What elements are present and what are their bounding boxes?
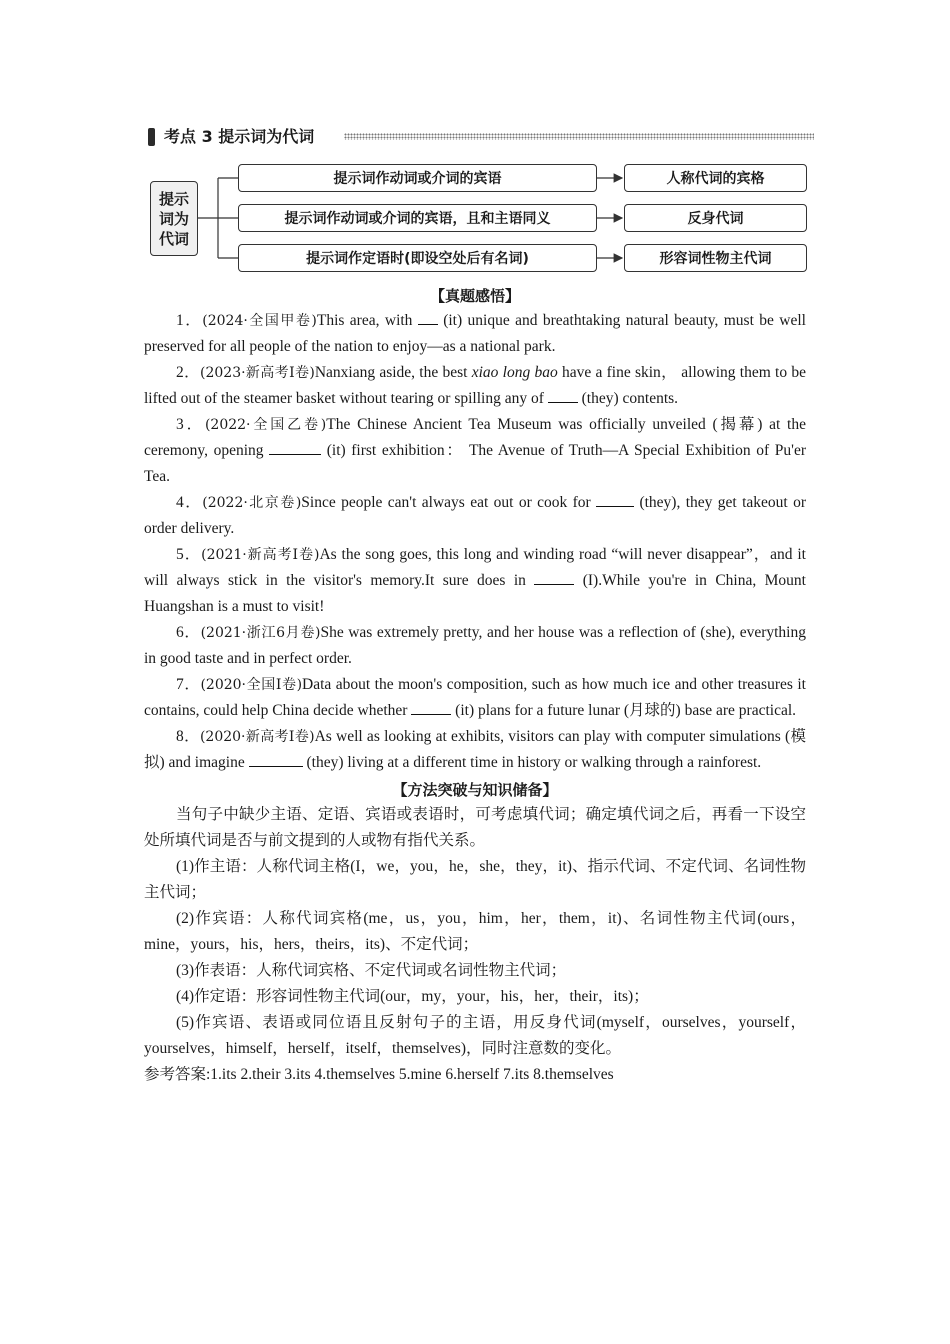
heading-methods: 【方法突破与知识储备】 bbox=[392, 781, 558, 799]
result-box-2: 反身代词 bbox=[624, 204, 807, 232]
question-7: 7．(2020·全国Ⅰ卷)Data about the moon's composition, such as how much ice and other treasures it contains, could help China decide whether (it) plans for a future lunar (月球的) base are practical. bbox=[144, 676, 806, 719]
condition-box-3: 提示词作定语时(即设空处后有名词) bbox=[238, 244, 597, 272]
condition-box-2: 提示词作动词或介词的宾语，且和主语同义 bbox=[238, 204, 597, 232]
method-point-2: (2)作宾语：人称代词宾格(me，us，you，him，her，them，it)、名词性物主代词(ours，mine，yours，his，hers，theirs，its)、不定代词； bbox=[144, 910, 806, 953]
root-line-3: 代词 bbox=[158, 229, 189, 248]
question-1: 1．(2024·全国甲卷)This area, with (it) unique and breathtaking natural beauty, must be well preserved for all people of the nation to enjoy—as a national park. bbox=[144, 312, 806, 355]
question-2: 2．(2023·新高考Ⅰ卷)Nanxiang aside, the best xiao long bao have a fine skin， allowing them to be lifted out of the steamer basket without tearing or spilling any of (they) contents. bbox=[144, 364, 806, 407]
section-header bbox=[148, 126, 814, 148]
dotted-rule bbox=[344, 133, 814, 140]
heading-exam-practice: 【真题感悟】 bbox=[429, 287, 520, 305]
root-line-2: 词为 bbox=[158, 209, 189, 228]
result-box-1: 人称代词的宾格 bbox=[624, 164, 807, 192]
answer-blank[interactable] bbox=[249, 752, 303, 767]
condition-box-1: 提示词作动词或介词的宾语 bbox=[238, 164, 597, 192]
method-intro: 当句子中缺少主语、定语、宾语或表语时，可考虑填代词；确定填代词之后，再看一下设空处所填代词是否与前文提到的人或物有指代关系。 bbox=[144, 806, 806, 849]
diagram-root-box bbox=[150, 181, 198, 256]
answer-blank[interactable] bbox=[269, 440, 321, 455]
question-6: 6．(2021·浙江6月卷)She was extremely pretty, and her house was a reflection of (she), everything in good taste and in perfect order. bbox=[144, 624, 806, 667]
method-point-5: (5)作宾语、表语或同位语且反射句子的主语，用反身代词(myself，ourselves，yourself，yourselves，himself，herself，itself，themselves)，同时注意数的变化。 bbox=[144, 1014, 806, 1057]
question-5: 5．(2021·新高考Ⅰ卷)As the song goes, this long and winding road “will never disappear”，and it will always stick in the visitor's memory.It sure does in (I).While you're in China, Mount Huangshan is a must to visit! bbox=[144, 546, 806, 615]
document-body bbox=[144, 284, 806, 1088]
method-point-3: (3)作表语：人称代词宾格、不定代词或名词性物主代词； bbox=[176, 962, 567, 979]
question-8: 8．(2020·新高考Ⅰ卷)As well as looking at exhibits, visitors can play with computer simulations (模拟) and imagine (they) living at a different time in history or walking through a rainforest. bbox=[144, 728, 806, 771]
section-title: 考点 3 提示词为代词 bbox=[164, 127, 315, 146]
answer-blank[interactable] bbox=[418, 310, 438, 325]
method-point-1: (1)作主语：人称代词主格(I，we，you，he，she，they，it)、指示代词、不定代词、名词性物主代词； bbox=[144, 858, 806, 901]
answer-blank[interactable] bbox=[534, 570, 574, 585]
result-box-3: 形容词性物主代词 bbox=[624, 244, 807, 272]
answer-key: 参考答案:1.its 2.their 3.its 4.themselves 5.mine 6.herself 7.its 8.themselves bbox=[144, 1066, 614, 1083]
answer-blank[interactable] bbox=[411, 700, 451, 715]
answer-blank[interactable] bbox=[548, 388, 578, 403]
method-point-4: (4)作定语：形容词性物主代词(our，my，your，his，her，their，its)； bbox=[176, 988, 649, 1005]
root-line-1: 提示 bbox=[158, 189, 189, 208]
question-4: 4．(2022·北京卷)Since people can't always eat out or cook for (they), they get takeout or order delivery. bbox=[144, 494, 806, 537]
answer-blank[interactable] bbox=[596, 492, 634, 507]
section-marker-bar bbox=[148, 128, 155, 146]
question-3: 3．(2022·全国乙卷)The Chinese Ancient Tea Museum was officially unveiled (揭幕) at the ceremony, opening (it) first exhibition： The Avenue of Truth—A Special Exhibition of Pu'er Tea. bbox=[144, 416, 806, 485]
